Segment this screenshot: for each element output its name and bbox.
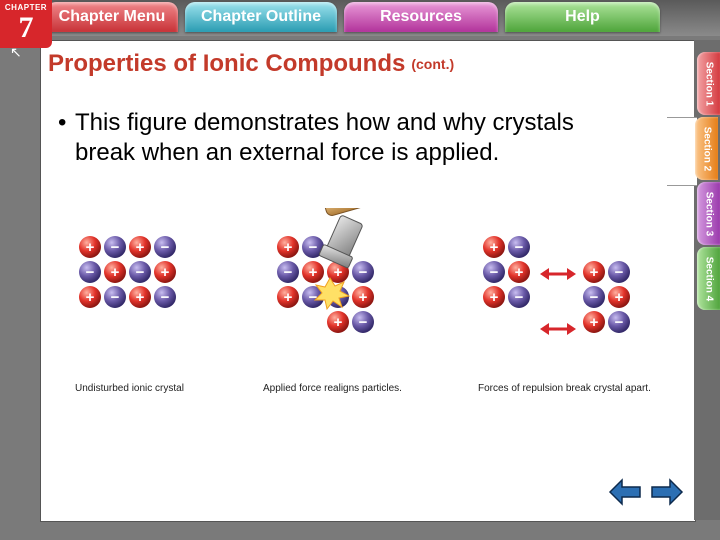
chapter-label: CHAPTER [4,3,48,12]
svg-text:+: + [614,289,624,306]
cation-ion [508,261,530,283]
slide-title-suffix: (cont.) [411,56,455,72]
cation-ion [302,261,324,283]
cation-ion [483,236,505,258]
svg-text:−: − [308,239,318,256]
anion-ion [508,286,530,308]
anion-ion [154,236,176,258]
svg-text:−: − [283,264,293,281]
svg-text:−: − [110,289,120,306]
anion-ion [154,286,176,308]
svg-text:−: − [614,314,624,331]
anion-ion [608,311,630,333]
bullet-text: This figure demonstrates how and why crystals break when an external force is applied. [75,109,574,166]
svg-text:−: − [514,239,524,256]
anion-ion [104,236,126,258]
svg-text:+: + [135,289,145,306]
anion-ion [352,311,374,333]
hammer-icon [319,208,463,268]
cation-ion [583,261,605,283]
svg-text:+: + [589,314,599,331]
svg-text:−: − [308,289,318,306]
tab-section-4[interactable] [697,247,720,310]
svg-text:+: + [283,239,293,256]
corner-arrow-icon: ↖ [10,44,22,60]
svg-text:−: − [85,264,95,281]
anion-ion [508,236,530,258]
forward-arrow-icon[interactable] [650,478,684,506]
anion-ion [583,286,605,308]
section-1-label: Section 1 [703,61,714,106]
section-2-label: Section 2 [701,126,712,171]
crystal-lattices [79,236,630,333]
anion-ion [352,261,374,283]
bullet-point [58,108,598,168]
svg-text:+: + [160,264,170,281]
bullet-marker: • [58,109,67,136]
cation-ion [352,286,374,308]
svg-text:−: − [160,289,170,306]
svg-text:−: − [358,314,368,331]
svg-text:+: + [489,289,499,306]
double-arrow-icon [540,268,576,335]
tab-chapter-menu[interactable]: Chapter Menu [46,2,178,32]
ionic-crystal-figure [62,208,662,380]
svg-text:−: − [614,264,624,281]
svg-text:−: − [514,289,524,306]
svg-text:−: − [110,239,120,256]
chapter-badge[interactable] [0,0,52,48]
tab-chapter-outline[interactable]: Chapter Outline [185,2,337,32]
caption-undisturbed: Undisturbed ionic crystal [75,383,184,394]
tab-resources[interactable]: Resources [344,2,498,32]
caption-applied-force: Applied force realigns particles. [263,383,402,394]
cation-ion [79,286,101,308]
anion-ion [129,261,151,283]
cation-ion [154,261,176,283]
svg-text:+: + [135,239,145,256]
anion-ion [79,261,101,283]
slide-title-text: Properties of Ionic Compounds [48,50,406,77]
cation-ion [608,286,630,308]
svg-text:+: + [85,289,95,306]
cation-ion [583,311,605,333]
active-section-highlight [667,117,697,186]
chapter-number: 7 [18,11,34,44]
slide-title [48,50,454,78]
svg-text:−: − [589,289,599,306]
svg-text:+: + [110,264,120,281]
cation-ion [483,286,505,308]
svg-text:−: − [489,264,499,281]
svg-text:+: + [489,239,499,256]
anion-ion [277,261,299,283]
svg-text:−: − [358,264,368,281]
svg-text:+: + [85,239,95,256]
anion-ion [483,261,505,283]
section-4-label: Section 4 [703,256,714,301]
anion-ion [608,261,630,283]
svg-text:−: − [135,264,145,281]
caption-repulsion: Forces of repulsion break crystal apart. [478,383,651,394]
tab-help[interactable]: Help [505,2,660,32]
anion-ion [104,286,126,308]
svg-text:+: + [589,264,599,281]
back-arrow-icon[interactable] [608,478,642,506]
cation-ion [327,311,349,333]
svg-text:+: + [283,289,293,306]
cation-ion [129,236,151,258]
section-3-label: Section 3 [703,191,714,236]
svg-text:+: + [358,289,368,306]
tab-section-2[interactable] [695,117,718,180]
tab-section-3[interactable] [697,182,720,245]
svg-text:+: + [514,264,524,281]
svg-text:+: + [333,314,343,331]
tab-section-1[interactable] [697,52,720,115]
cation-ion [104,261,126,283]
cation-ion [129,286,151,308]
cation-ion [277,236,299,258]
svg-text:+: + [333,264,343,281]
cation-ion [277,286,299,308]
svg-text:+: + [308,264,318,281]
svg-text:−: − [160,239,170,256]
cation-ion [79,236,101,258]
